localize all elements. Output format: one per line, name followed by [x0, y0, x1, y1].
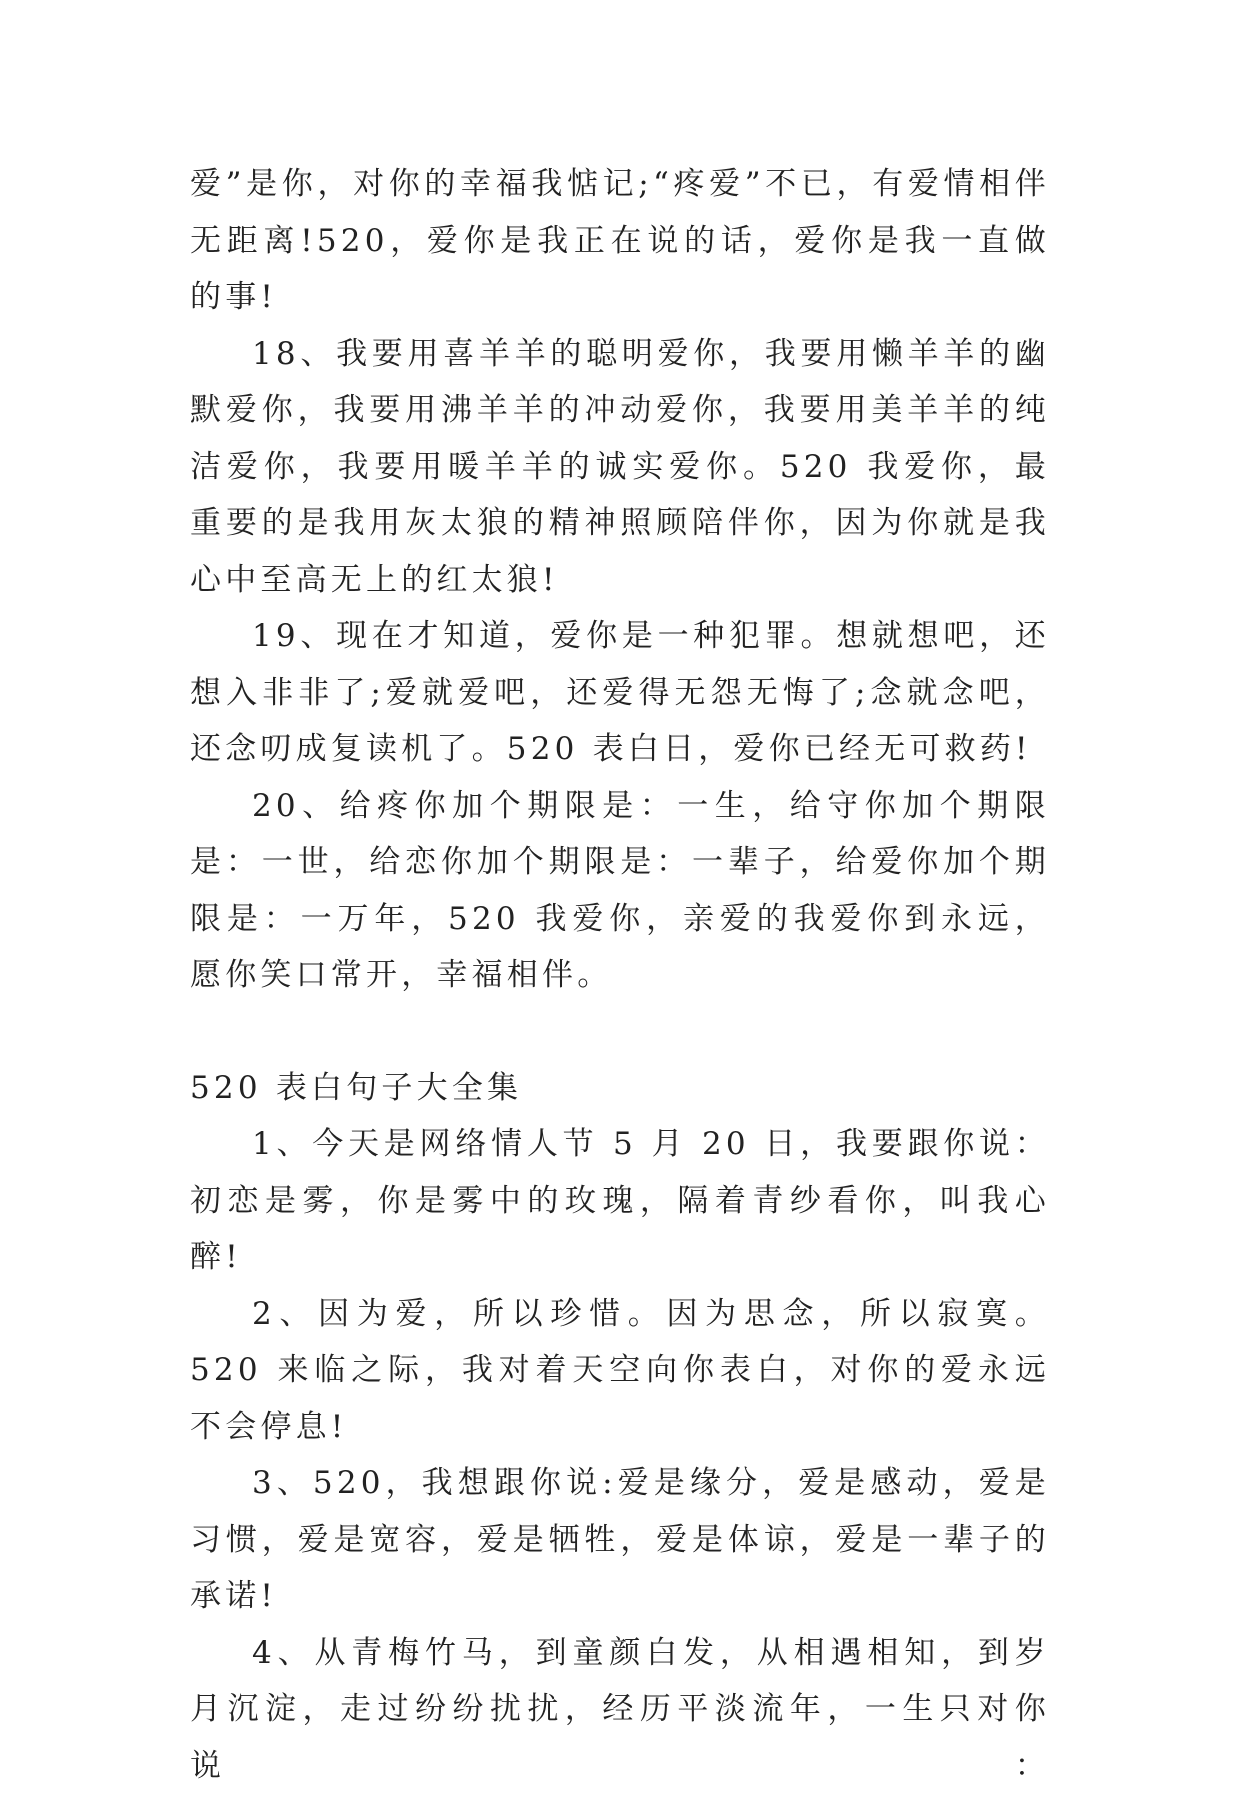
paragraph-item-19: 19、现在才知道，爱你是一种犯罪。想就想吧，还想入非非了;爱就爱吧，还爱得无怨无悔了;念就念吧，还念叨成复读机了。520 表白日，爱你已经无可救药! — [190, 608, 1050, 778]
paragraph-item-4: 4、从青梅竹马，到童颜白发，从相遇相知，到岁月沉淀，走过纷纷扰扰，经历平淡流年，一生只对你说： — [190, 1625, 1050, 1794]
paragraph-item-1: 1、今天是网络情人节 5 月 20 日，我要跟你说：初恋是雾，你是雾中的玫瑰，隔着青纱看你，叫我心醉! — [190, 1116, 1050, 1286]
paragraph-continued: 爱”是你，对你的幸福我惦记;“疼爱”不已，有爱情相伴无距离!520，爱你是我正在说的话，爱你是我一直做的事! — [190, 156, 1050, 326]
section-title: 520 表白句子大全集 — [190, 1060, 1050, 1117]
document-body — [190, 156, 1050, 1794]
paragraph-item-20: 20、给疼你加个期限是：一生，给守你加个期限是：一世，给恋你加个期限是：一辈子，给爱你加个期限是：一万年，520 我爱你，亲爱的我爱你到永远，愿你笑口常开，幸福相伴。 — [190, 778, 1050, 1004]
paragraph-item-3: 3、520，我想跟你说:爱是缘分，爱是感动，爱是习惯，爱是宽容，爱是牺牲，爱是体谅，爱是一辈子的承诺! — [190, 1455, 1050, 1625]
paragraph-item-18: 18、我要用喜羊羊的聪明爱你，我要用懒羊羊的幽默爱你，我要用沸羊羊的冲动爱你，我要用美羊羊的纯洁爱你，我要用暖羊羊的诚实爱你。520 我爱你，最重要的是我用灰太狼的精神照顾陪伴你，因为你就是我心中至高无上的红太狼! — [190, 326, 1050, 609]
paragraph-item-2: 2、因为爱，所以珍惜。因为思念，所以寂寞。520 来临之际，我对着天空向你表白，对你的爱永远不会停息! — [190, 1286, 1050, 1456]
